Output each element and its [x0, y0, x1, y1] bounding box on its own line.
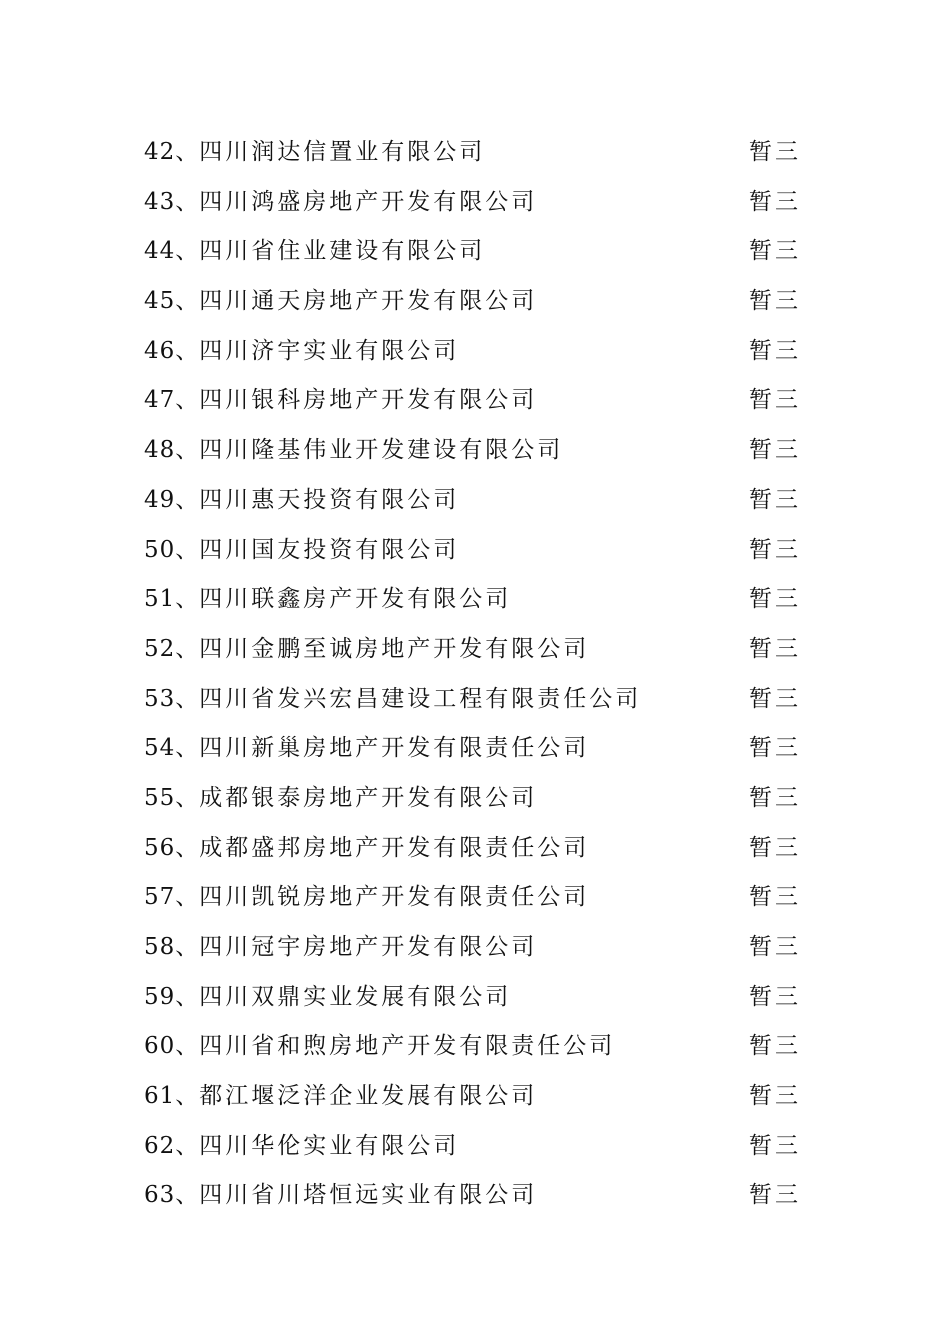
company-name: 四川通天房地产开发有限公司	[199, 288, 538, 315]
list-item	[144, 575, 804, 625]
list-item	[144, 1072, 804, 1122]
company-name: 四川双鼎实业发展有限公司	[199, 983, 512, 1010]
list-item	[144, 426, 804, 476]
qualification-grade: 暂三	[749, 735, 801, 762]
qualification-grade: 暂三	[749, 784, 801, 811]
qualification-grade: 暂三	[749, 288, 801, 315]
entry-number: 61、	[144, 1083, 200, 1110]
entry-number: 50、	[144, 536, 200, 563]
list-item	[144, 1122, 804, 1172]
list-item	[144, 526, 804, 576]
list-item	[144, 724, 804, 774]
entry-number: 54、	[144, 735, 200, 762]
entry-number: 42、	[144, 139, 200, 165]
qualification-grade: 暂三	[749, 685, 801, 712]
qualification-grade: 暂三	[749, 486, 801, 513]
company-name: 四川鸿盛房地产开发有限公司	[199, 188, 538, 215]
entry-number: 58、	[144, 934, 200, 960]
entry-number: 48、	[144, 437, 200, 464]
list-item	[144, 327, 804, 377]
company-name: 四川冠宇房地产开发有限公司	[199, 934, 538, 960]
entry-number: 56、	[144, 834, 200, 861]
list-item	[144, 973, 804, 1023]
list-item	[144, 277, 804, 327]
qualification-grade: 暂三	[749, 1182, 801, 1209]
entry-number: 57、	[144, 884, 200, 911]
list-item	[144, 376, 804, 426]
list-item	[144, 1022, 804, 1072]
qualification-grade: 暂三	[749, 884, 801, 911]
company-name: 四川华伦实业有限公司	[199, 1132, 460, 1159]
qualification-grade: 暂三	[749, 536, 801, 563]
list-item	[144, 873, 804, 923]
company-name: 四川省川塔恒远实业有限公司	[199, 1182, 538, 1209]
qualification-grade: 暂三	[749, 1132, 801, 1159]
qualification-grade: 暂三	[749, 238, 801, 265]
qualification-grade: 暂三	[749, 139, 801, 165]
company-name: 成都银泰房地产开发有限公司	[199, 784, 538, 811]
list-item	[144, 923, 804, 973]
entry-number: 55、	[144, 784, 200, 811]
qualification-grade: 暂三	[749, 387, 801, 414]
qualification-grade: 暂三	[749, 337, 801, 364]
entry-number: 63、	[144, 1182, 200, 1209]
company-name: 四川惠天投资有限公司	[199, 486, 460, 513]
qualification-grade: 暂三	[749, 188, 801, 215]
entry-number: 45、	[144, 288, 200, 315]
list-item	[144, 625, 804, 675]
qualification-grade: 暂三	[749, 983, 801, 1010]
qualification-grade: 暂三	[749, 934, 801, 960]
entry-number: 49、	[144, 486, 200, 513]
company-name: 成都盛邦房地产开发有限责任公司	[199, 834, 590, 861]
list-item	[144, 476, 804, 526]
list-item	[144, 227, 804, 277]
qualification-grade: 暂三	[749, 635, 801, 662]
entry-number: 43、	[144, 188, 200, 215]
list-item	[144, 178, 804, 228]
company-name: 四川润达信置业有限公司	[199, 139, 486, 165]
company-name: 四川新巢房地产开发有限责任公司	[199, 735, 590, 762]
qualification-grade: 暂三	[749, 834, 801, 861]
qualification-grade: 暂三	[749, 437, 801, 464]
company-name: 四川省住业建设有限公司	[199, 238, 486, 265]
company-name: 四川国友投资有限公司	[199, 536, 460, 563]
list-item	[144, 774, 804, 824]
entry-number: 59、	[144, 983, 200, 1010]
entry-number: 46、	[144, 337, 200, 364]
company-name: 四川凯锐房地产开发有限责任公司	[199, 884, 590, 911]
entry-number: 47、	[144, 387, 200, 414]
qualification-grade: 暂三	[749, 1033, 801, 1060]
list-item	[144, 1171, 804, 1221]
company-name: 四川金鹏至诚房地产开发有限公司	[199, 635, 590, 662]
company-name: 四川隆基伟业开发建设有限公司	[199, 437, 564, 464]
company-name: 四川联鑫房产开发有限公司	[199, 586, 512, 613]
company-name: 四川省和煦房地产开发有限责任公司	[199, 1033, 616, 1060]
qualification-grade: 暂三	[749, 586, 801, 613]
entry-number: 62、	[144, 1132, 200, 1159]
company-name: 四川济宇实业有限公司	[199, 337, 460, 364]
qualification-grade: 暂三	[749, 1083, 801, 1110]
company-name: 都江堰泛洋企业发展有限公司	[199, 1083, 538, 1110]
list-item	[144, 675, 804, 725]
list-item	[144, 824, 804, 874]
entry-number: 44、	[144, 238, 200, 265]
company-name: 四川银科房地产开发有限公司	[199, 387, 538, 414]
list-item	[144, 128, 804, 178]
entry-number: 52、	[144, 635, 200, 662]
company-list	[144, 128, 804, 1221]
company-name: 四川省发兴宏昌建设工程有限责任公司	[199, 685, 642, 712]
entry-number: 53、	[144, 685, 200, 712]
entry-number: 60、	[144, 1033, 200, 1060]
entry-number: 51、	[144, 586, 200, 613]
